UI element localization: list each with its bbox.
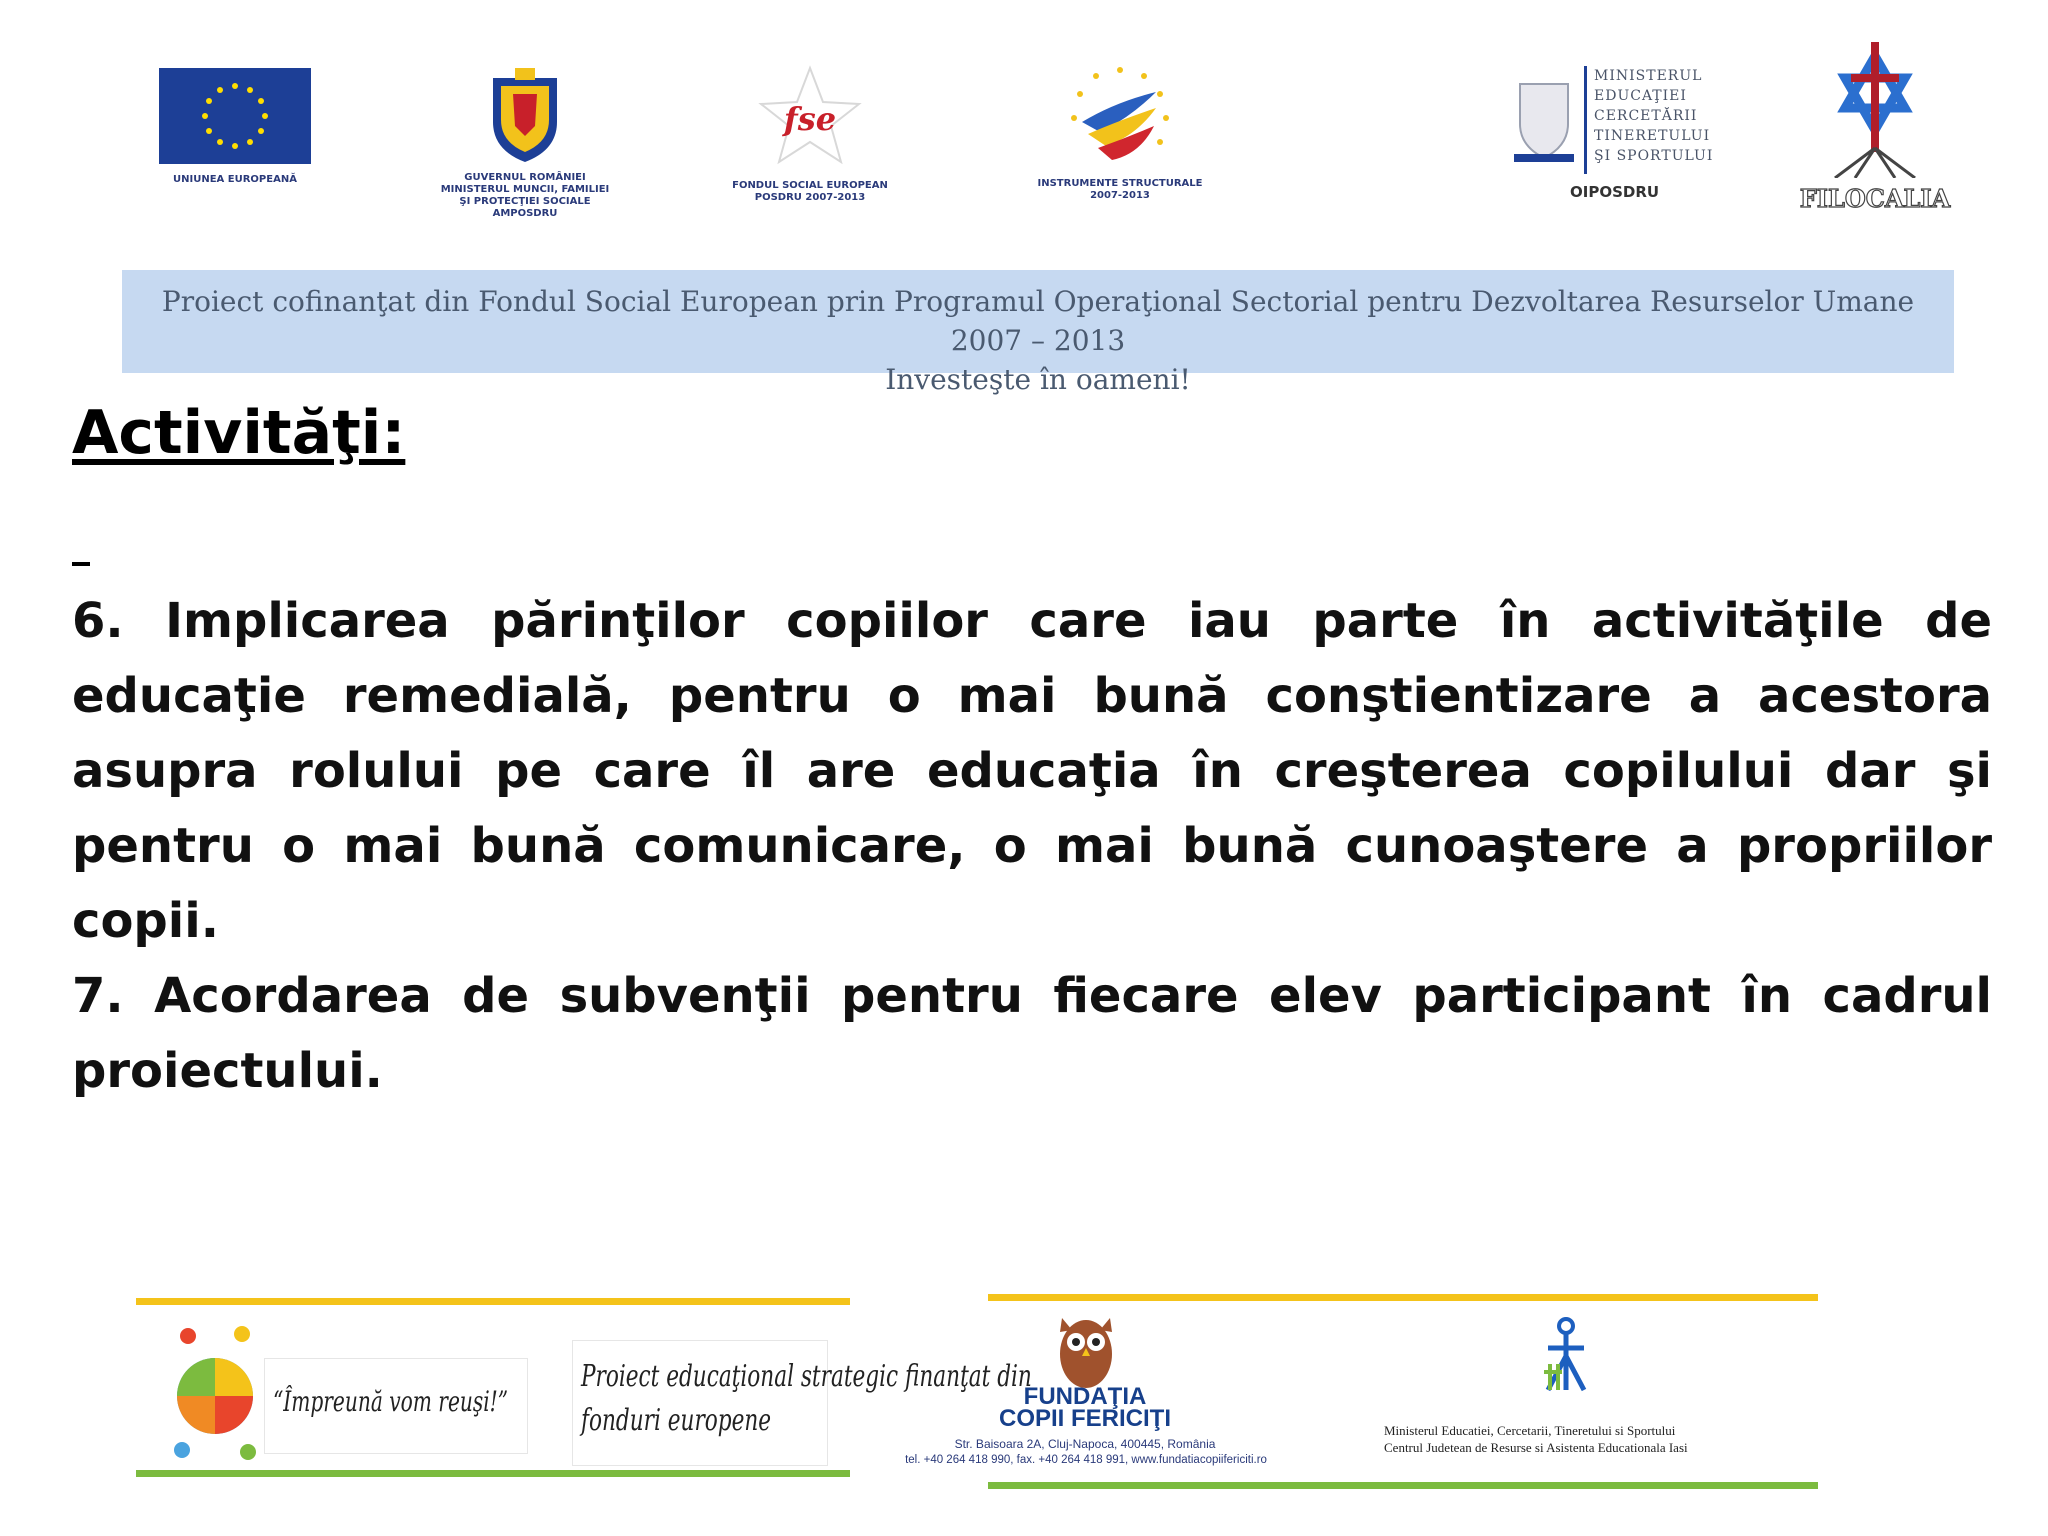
activity-item-7: 7. Acordarea de subvenţii pentru fiecare elev participant în cadrul proiectului. [72, 968, 1992, 1099]
filocalia-caption: FILOCALIA [1799, 184, 1951, 213]
fse-logo [725, 64, 895, 204]
foundation-address: Str. Baisoara 2A, Cluj-Napoca, 400445, România [954, 1437, 1216, 1451]
ministry-name: MINISTERUL EDUCAŢIEI CERCETĂRII TINERETULUI ŞI SPORTULUI [1594, 68, 1714, 164]
fse-caption: FONDUL SOCIAL EUROPEAN POSDRU 2007-2013 [732, 180, 888, 203]
footer-left-top-bar [136, 1298, 850, 1305]
footer-right-bottom-bar [988, 1482, 1818, 1489]
banner-line-1: Proiect cofinanţat din Fondul Social European prin Programul Operaţional Sectorial pentru Dezvoltarea Resurselor Umane 2007 – 2013 [161, 285, 1915, 357]
activity-item-6: 6. Implicarea părinţilor copiilor care iau parte în activităţile de educaţie remedială, pentru o mai bună conştientizare a acestora asupra rolului pe care îl are educaţia în creşterea copilului dar şi pentru o mai bună comunicare, o mai bună cunoaştere a propriilor copii. [72, 593, 1992, 949]
eu-flag-icon [159, 68, 311, 164]
project-text-line-1: Proiect educaţional strategic finanţat din [581, 1359, 1032, 1394]
government-logo [420, 64, 630, 220]
coat-of-arms-icon [485, 64, 565, 164]
ministry-crest-icon [1510, 66, 1578, 166]
instrumente-caption: INSTRUMENTE STRUCTURALE 2007-2013 [1037, 178, 1203, 201]
owl-icon [1054, 1308, 1118, 1392]
foundation-name: FUNDAŢIA COPII FERICIŢI [998, 1383, 1171, 1432]
structural-instruments-icon [1060, 62, 1180, 168]
page-title: Activităţi: [72, 398, 406, 468]
project-text-box [572, 1340, 1032, 1466]
eu-caption: UNIUNEA EUROPEANĂ [173, 174, 297, 185]
fse-mark: fse [783, 100, 837, 138]
star-of-david-cross-icon [1805, 38, 1945, 178]
banner-line-2: Investeşte în oameni! [885, 363, 1191, 396]
dash-marker [72, 562, 90, 566]
footer-right-top-bar [988, 1294, 1818, 1301]
government-caption: GUVERNUL ROMÂNIEI MINISTERUL MUNCII, FAMILIEI ŞI PROTECŢIEI SOCIALE AMPOSDRU [440, 172, 610, 219]
foundation-contact: tel. +40 264 418 990, fax. +40 264 418 991, www.fundatiacopiifericiti.ro [905, 1454, 1267, 1466]
oiposdru-caption: OIPOSDRU [1570, 183, 1660, 201]
project-text-line-2: fonduri europene [581, 1403, 772, 1438]
ministry-line-1: Ministerul Educatiei, Cercetarii, Tineretului si Sportului [1384, 1423, 1676, 1438]
slogan-text: “Împreună vom reuşi!” [273, 1385, 509, 1418]
cjrae-logo-icon [1536, 1316, 1596, 1396]
eu-logo [150, 68, 320, 186]
filocalia-logo [1795, 38, 1955, 213]
slogan-box [264, 1358, 528, 1454]
cofinancing-banner [122, 270, 1954, 396]
instrumente-structurale-logo [1025, 62, 1215, 202]
footer-left-bottom-bar [136, 1470, 850, 1477]
ministry-line-2: Centrul Judetean de Resurse si Asistenta Educationala Iasi [1384, 1440, 1688, 1455]
puzzle-people-icon [172, 1318, 258, 1468]
